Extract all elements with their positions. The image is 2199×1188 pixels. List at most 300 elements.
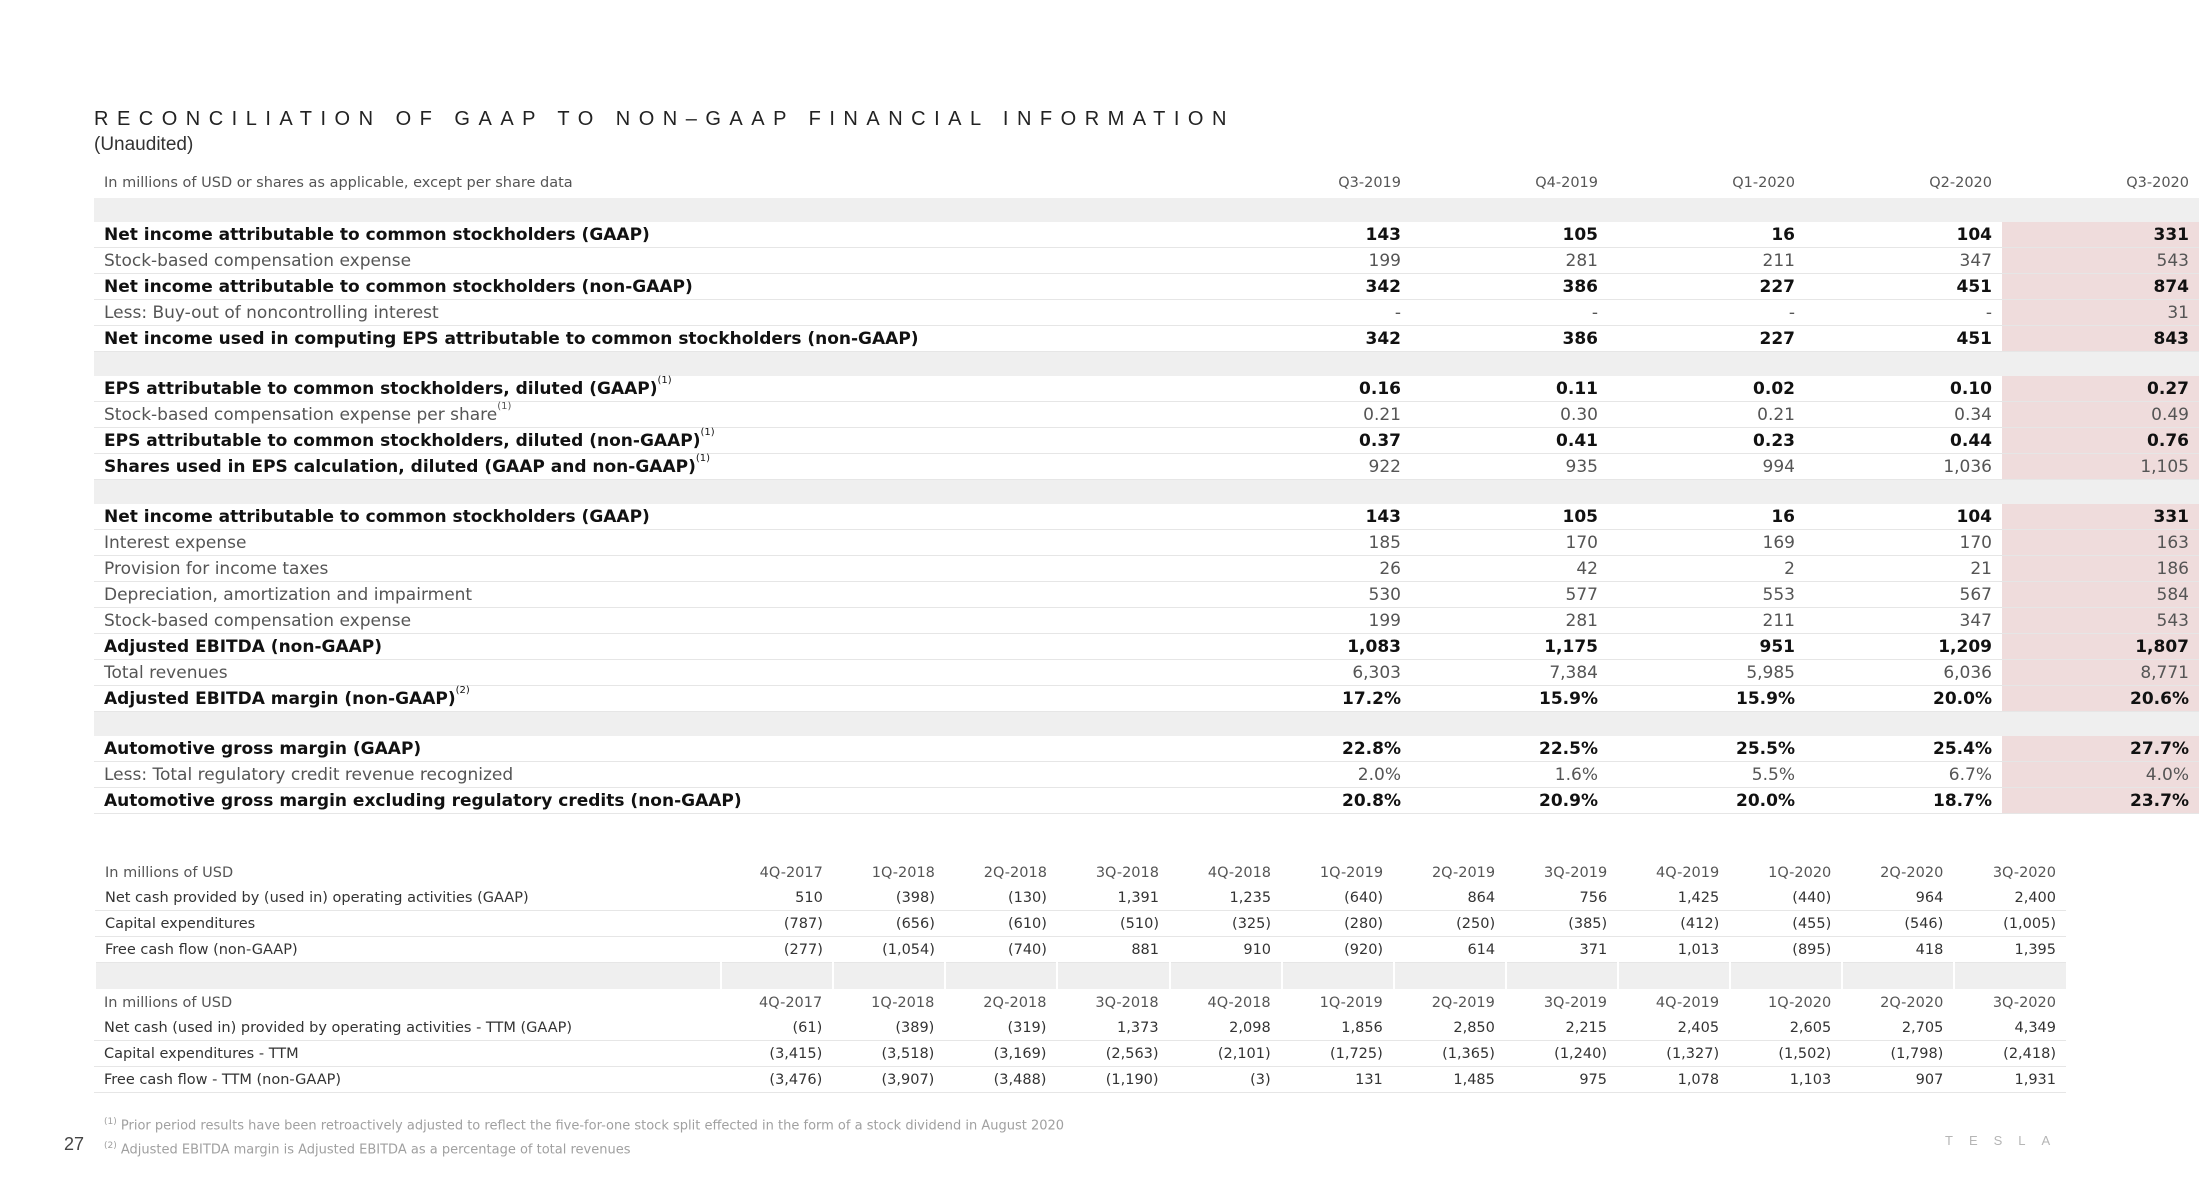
table-row — [94, 326, 2199, 352]
value-cell: (640) — [1282, 885, 1394, 911]
value-cell: (277) — [721, 937, 833, 963]
value-cell: (389) — [833, 1015, 945, 1041]
value-cell: 975 — [1505, 1067, 1617, 1093]
value-cell: 881 — [1057, 937, 1169, 963]
row-label-text: Stock-based compensation expense — [104, 610, 412, 631]
value-cell: 17.2% — [1214, 686, 1411, 712]
section-spacer — [94, 480, 2199, 505]
row-label-text: Adjusted EBITDA margin (non-GAAP) — [104, 688, 456, 709]
footnote-2 — [104, 1136, 1064, 1160]
section-spacer — [94, 712, 2199, 737]
table-row — [94, 530, 2199, 556]
value-cell: 2,098 — [1169, 1015, 1281, 1041]
footnote-text: Adjusted EBITDA margin is Adjusted EBITDA as a percentage of total revenues — [120, 1142, 631, 1158]
footnote-1 — [104, 1112, 1064, 1136]
value-cell: 2,405 — [1618, 1015, 1730, 1041]
footnote-ref: (1) — [700, 426, 715, 438]
value-cell: 964 — [1842, 885, 1954, 911]
value-cell: 2 — [1608, 556, 1805, 582]
value-cell: 8,771 — [2002, 660, 2199, 686]
page-number: 27 — [64, 1134, 85, 1154]
value-cell: (3,476) — [721, 1067, 833, 1093]
row-label-text: Less: Total regulatory credit revenue recognized — [104, 764, 514, 785]
table-row — [94, 608, 2199, 634]
column-header: 3Q-2018 — [1057, 860, 1169, 885]
value-cell: (1,005) — [1954, 911, 2066, 937]
value-cell: 1,209 — [1805, 634, 2002, 660]
cash-flow-ttm-table — [94, 990, 2066, 1093]
value-cell: 131 — [1281, 1067, 1393, 1093]
value-cell: 104 — [1805, 222, 2002, 248]
value-cell: 1,373 — [1057, 1015, 1169, 1041]
value-cell: 1,395 — [1954, 937, 2066, 963]
value-cell: - — [1805, 300, 2002, 326]
value-cell: 16 — [1608, 504, 1805, 530]
row-label — [94, 660, 1214, 686]
row-label-text: Net income attributable to common stockholders (non-GAAP) — [104, 276, 693, 297]
value-cell: 227 — [1608, 326, 1805, 352]
footnote-marker: (2) — [104, 1141, 117, 1152]
column-header: Q2-2020 — [1929, 175, 1992, 191]
row-label-text: EPS attributable to common stockholders, diluted (non-GAAP) — [104, 430, 701, 451]
value-cell: - — [1214, 300, 1411, 326]
table-row — [94, 582, 2199, 608]
table-row — [94, 428, 2199, 454]
table-row — [94, 1015, 2066, 1041]
column-header: 4Q-2017 — [721, 860, 833, 885]
value-cell: 371 — [1506, 937, 1618, 963]
row-label-text: Total revenues — [104, 662, 228, 683]
value-cell: 935 — [1411, 454, 1608, 480]
value-cell: 5,985 — [1608, 660, 1805, 686]
value-cell: 347 — [1805, 248, 2002, 274]
value-cell: 5.5% — [1608, 762, 1805, 788]
row-label — [94, 762, 1214, 788]
value-cell: 342 — [1214, 326, 1411, 352]
table-row — [94, 634, 2199, 660]
value-cell: (412) — [1618, 911, 1730, 937]
table-row — [94, 736, 2199, 762]
value-cell: 1,807 — [2002, 634, 2199, 660]
page-subtitle: (Unaudited) — [94, 134, 194, 155]
table-header-row — [94, 990, 2066, 1015]
table-row — [94, 376, 2199, 402]
table-row — [94, 556, 2199, 582]
column-header: Q4-2019 — [1535, 175, 1598, 191]
table-header-row — [95, 860, 2066, 885]
value-cell: 2.0% — [1214, 762, 1411, 788]
value-cell: 0.23 — [1608, 428, 1805, 454]
value-cell: 510 — [721, 885, 833, 911]
value-cell: (3,488) — [945, 1067, 1057, 1093]
row-label — [94, 788, 1214, 814]
column-header: 1Q-2020 — [1730, 990, 1842, 1015]
value-cell: 25.5% — [1608, 736, 1805, 762]
value-cell: 1,103 — [1730, 1067, 1842, 1093]
value-cell: 451 — [1805, 274, 2002, 300]
value-cell: 756 — [1506, 885, 1618, 911]
value-cell: 1,013 — [1618, 937, 1730, 963]
value-cell: 2,605 — [1730, 1015, 1842, 1041]
row-label-text: Net income attributable to common stockholders (GAAP) — [104, 224, 650, 245]
table-row — [95, 937, 2066, 963]
row-label-text: Automotive gross margin excluding regulatory credits (non-GAAP) — [104, 790, 742, 811]
table-row — [94, 686, 2199, 712]
value-cell: (2,418) — [1954, 1041, 2066, 1067]
value-cell: 25.4% — [1805, 736, 2002, 762]
value-cell: 1,105 — [2002, 454, 2199, 480]
value-cell: 6.7% — [1805, 762, 2002, 788]
row-label-text: Shares used in EPS calculation, diluted (GAAP and non-GAAP) — [104, 456, 696, 477]
value-cell: (250) — [1394, 911, 1506, 937]
column-header: 1Q-2019 — [1281, 990, 1393, 1015]
value-cell: (3,518) — [833, 1041, 945, 1067]
table-header-label: In millions of USD — [104, 994, 233, 1011]
value-cell: 0.02 — [1608, 376, 1805, 402]
page-title: RECONCILIATION OF GAAP TO NON–GAAP FINANCIAL INFORMATION — [94, 108, 1235, 130]
value-cell: 530 — [1214, 582, 1411, 608]
value-cell: 0.10 — [1805, 376, 2002, 402]
value-cell: (3) — [1169, 1067, 1281, 1093]
row-label — [94, 428, 1214, 454]
row-label: Net cash provided by (used in) operating activities (GAAP) — [95, 885, 721, 911]
value-cell: (1,327) — [1618, 1041, 1730, 1067]
column-header: 3Q-2018 — [1057, 990, 1169, 1015]
value-cell: 577 — [1411, 582, 1608, 608]
value-cell: (610) — [945, 911, 1057, 937]
column-header: 2Q-2019 — [1393, 990, 1505, 1015]
value-cell: 0.30 — [1411, 402, 1608, 428]
value-cell: 994 — [1608, 454, 1805, 480]
value-cell: (787) — [721, 911, 833, 937]
row-label: Net cash (used in) provided by operating activities - TTM (GAAP) — [94, 1015, 721, 1041]
value-cell: 21 — [1805, 556, 2002, 582]
value-cell: 584 — [2002, 582, 2199, 608]
row-label — [94, 326, 1214, 352]
table-header-label: In millions of USD — [105, 864, 234, 881]
value-cell: 22.8% — [1214, 736, 1411, 762]
value-cell: 26 — [1214, 556, 1411, 582]
value-cell: (130) — [945, 885, 1057, 911]
value-cell: (1,054) — [833, 937, 945, 963]
footnote-ref: (1) — [497, 400, 512, 412]
value-cell: 874 — [2002, 274, 2199, 300]
value-cell: 211 — [1608, 248, 1805, 274]
value-cell: 922 — [1214, 454, 1411, 480]
value-cell: 20.9% — [1411, 788, 1608, 814]
row-label — [94, 736, 1214, 762]
footnote-ref: (2) — [455, 684, 470, 696]
value-cell: 143 — [1214, 504, 1411, 530]
row-label — [94, 376, 1214, 402]
value-cell: 104 — [1805, 504, 2002, 530]
column-header: 2Q-2018 — [945, 860, 1057, 885]
column-header: Q3-2020 — [2126, 175, 2189, 191]
section-spacer — [94, 352, 2199, 377]
table-header-label: In millions of USD or shares as applicable, except per share data — [104, 175, 573, 191]
value-cell: 143 — [1214, 222, 1411, 248]
row-label — [94, 504, 1214, 530]
section-spacer — [94, 198, 2199, 222]
value-cell: 0.37 — [1214, 428, 1411, 454]
value-cell: 27.7% — [2002, 736, 2199, 762]
row-label-text: Stock-based compensation expense per share — [104, 404, 498, 425]
table-header-row — [94, 168, 2199, 198]
value-cell: (895) — [1730, 937, 1842, 963]
row-label-text: Net income used in computing EPS attributable to common stockholders (non-GAAP) — [104, 328, 919, 349]
column-header: 1Q-2018 — [833, 860, 945, 885]
value-cell: 186 — [2002, 556, 2199, 582]
value-cell: 18.7% — [1805, 788, 2002, 814]
footnotes — [104, 1112, 1064, 1161]
row-label: Capital expenditures - TTM — [94, 1041, 721, 1067]
value-cell: (325) — [1170, 911, 1282, 937]
row-label-text: Less: Buy-out of noncontrolling interest — [104, 302, 439, 323]
row-label — [94, 582, 1214, 608]
table-row — [94, 788, 2199, 814]
column-header: 4Q-2018 — [1169, 990, 1281, 1015]
value-cell: 386 — [1411, 326, 1608, 352]
column-header: 3Q-2019 — [1506, 860, 1618, 885]
table-row — [94, 454, 2199, 480]
value-cell: 2,400 — [1954, 885, 2066, 911]
value-cell: 1,485 — [1393, 1067, 1505, 1093]
value-cell: 1,856 — [1281, 1015, 1393, 1041]
value-cell: 6,036 — [1805, 660, 2002, 686]
value-cell: 0.34 — [1805, 402, 2002, 428]
value-cell: 31 — [2002, 300, 2199, 326]
value-cell: 0.16 — [1214, 376, 1411, 402]
section-spacer — [95, 963, 2066, 990]
row-label — [94, 608, 1214, 634]
column-header: 3Q-2020 — [1954, 860, 2066, 885]
column-header: 1Q-2020 — [1730, 860, 1842, 885]
value-cell: 1,083 — [1214, 634, 1411, 660]
value-cell: (740) — [945, 937, 1057, 963]
value-cell: (61) — [721, 1015, 833, 1041]
row-label — [94, 454, 1214, 480]
value-cell: 386 — [1411, 274, 1608, 300]
value-cell: 614 — [1394, 937, 1506, 963]
table-row — [94, 660, 2199, 686]
row-label — [94, 402, 1214, 428]
value-cell: 451 — [1805, 326, 2002, 352]
value-cell: 1,391 — [1057, 885, 1169, 911]
value-cell: (319) — [945, 1015, 1057, 1041]
value-cell: (1,798) — [1842, 1041, 1954, 1067]
value-cell: 7,384 — [1411, 660, 1608, 686]
value-cell: 170 — [1805, 530, 2002, 556]
value-cell: 281 — [1411, 248, 1608, 274]
footnote-marker: (1) — [104, 1117, 117, 1127]
value-cell: 0.76 — [2002, 428, 2199, 454]
row-label — [94, 248, 1214, 274]
row-label — [94, 300, 1214, 326]
value-cell: (1,365) — [1393, 1041, 1505, 1067]
value-cell: 22.5% — [1411, 736, 1608, 762]
row-label-text: Adjusted EBITDA (non-GAAP) — [104, 636, 383, 657]
value-cell: 567 — [1805, 582, 2002, 608]
table-row — [95, 911, 2066, 937]
value-cell: 543 — [2002, 608, 2199, 634]
value-cell: 1,036 — [1805, 454, 2002, 480]
table-row — [95, 885, 2066, 911]
column-header: 4Q-2018 — [1170, 860, 1282, 885]
value-cell: 331 — [2002, 222, 2199, 248]
value-cell: (3,169) — [945, 1041, 1057, 1067]
column-header: 1Q-2019 — [1282, 860, 1394, 885]
value-cell: 951 — [1608, 634, 1805, 660]
value-cell: 543 — [2002, 248, 2199, 274]
table-row — [94, 300, 2199, 326]
column-header: 1Q-2018 — [833, 990, 945, 1015]
value-cell: (1,725) — [1281, 1041, 1393, 1067]
column-header: 2Q-2019 — [1394, 860, 1506, 885]
value-cell: (546) — [1842, 911, 1954, 937]
value-cell: 1,175 — [1411, 634, 1608, 660]
value-cell: 6,303 — [1214, 660, 1411, 686]
value-cell: 15.9% — [1608, 686, 1805, 712]
column-header: 2Q-2018 — [945, 990, 1057, 1015]
row-label — [94, 634, 1214, 660]
value-cell: (656) — [833, 911, 945, 937]
value-cell: 281 — [1411, 608, 1608, 634]
value-cell: 910 — [1170, 937, 1282, 963]
value-cell: 163 — [2002, 530, 2199, 556]
value-cell: 16 — [1608, 222, 1805, 248]
row-label — [94, 222, 1214, 248]
value-cell: 15.9% — [1411, 686, 1608, 712]
value-cell: 20.6% — [2002, 686, 2199, 712]
value-cell: (2,101) — [1169, 1041, 1281, 1067]
value-cell: (455) — [1730, 911, 1842, 937]
row-label-text: Stock-based compensation expense — [104, 250, 412, 271]
value-cell: 23.7% — [2002, 788, 2199, 814]
value-cell: 1,235 — [1170, 885, 1282, 911]
value-cell: 2,215 — [1505, 1015, 1617, 1041]
value-cell: 331 — [2002, 504, 2199, 530]
column-header: 3Q-2020 — [1954, 990, 2066, 1015]
value-cell: 42 — [1411, 556, 1608, 582]
row-label — [94, 686, 1214, 712]
value-cell: 170 — [1411, 530, 1608, 556]
value-cell: (2,563) — [1057, 1041, 1169, 1067]
column-header: 2Q-2020 — [1842, 860, 1954, 885]
value-cell: (385) — [1506, 911, 1618, 937]
table-row — [94, 762, 2199, 788]
value-cell: (1,502) — [1730, 1041, 1842, 1067]
value-cell: 342 — [1214, 274, 1411, 300]
value-cell: (280) — [1282, 911, 1394, 937]
footnote-ref: (1) — [695, 452, 711, 464]
value-cell: 864 — [1394, 885, 1506, 911]
value-cell: 199 — [1214, 248, 1411, 274]
row-label: Free cash flow (non-GAAP) — [95, 937, 721, 963]
column-header: 4Q-2019 — [1618, 990, 1730, 1015]
value-cell: 347 — [1805, 608, 2002, 634]
value-cell: 0.21 — [1608, 402, 1805, 428]
value-cell: 2,705 — [1842, 1015, 1954, 1041]
row-label: Free cash flow - TTM (non-GAAP) — [94, 1067, 721, 1093]
table-row — [94, 504, 2199, 530]
value-cell: 105 — [1411, 504, 1608, 530]
row-label-text: Interest expense — [104, 532, 247, 553]
footnote-text: Prior period results have been retroactively adjusted to reflect the five-for-one stock split effected in the form of a stock dividend in August 2020 — [120, 1118, 1065, 1134]
value-cell: (398) — [833, 885, 945, 911]
value-cell: 2,850 — [1393, 1015, 1505, 1041]
table-row — [94, 1067, 2066, 1093]
value-cell: 0.44 — [1805, 428, 2002, 454]
value-cell: 1,425 — [1618, 885, 1730, 911]
value-cell: - — [1411, 300, 1608, 326]
value-cell: 0.27 — [2002, 376, 2199, 402]
row-label — [94, 274, 1214, 300]
value-cell: 199 — [1214, 608, 1411, 634]
brand-logo: TESLA — [1945, 1133, 2067, 1148]
value-cell: (1,190) — [1057, 1067, 1169, 1093]
value-cell: 169 — [1608, 530, 1805, 556]
value-cell: 1,078 — [1618, 1067, 1730, 1093]
row-label-text: Depreciation, amortization and impairment — [104, 584, 473, 605]
value-cell: 20.8% — [1214, 788, 1411, 814]
row-label: Capital expenditures — [95, 911, 721, 937]
value-cell: - — [1608, 300, 1805, 326]
table-row — [94, 222, 2199, 248]
table-row — [94, 402, 2199, 428]
value-cell: 227 — [1608, 274, 1805, 300]
value-cell: (3,415) — [721, 1041, 833, 1067]
cash-flow-quarterly-table — [94, 860, 2066, 989]
value-cell: 0.21 — [1214, 402, 1411, 428]
value-cell: 0.11 — [1411, 376, 1608, 402]
value-cell: 907 — [1842, 1067, 1954, 1093]
value-cell: 418 — [1842, 937, 1954, 963]
column-header: 3Q-2019 — [1505, 990, 1617, 1015]
value-cell: 0.49 — [2002, 402, 2199, 428]
value-cell: 4,349 — [1954, 1015, 2066, 1041]
value-cell: 843 — [2002, 326, 2199, 352]
column-header: Q1-2020 — [1732, 175, 1795, 191]
value-cell: 185 — [1214, 530, 1411, 556]
value-cell: (440) — [1730, 885, 1842, 911]
reconciliation-table — [94, 168, 2199, 814]
value-cell: 0.41 — [1411, 428, 1608, 454]
column-header: 4Q-2019 — [1618, 860, 1730, 885]
value-cell: 20.0% — [1608, 788, 1805, 814]
value-cell: 1,931 — [1954, 1067, 2066, 1093]
footnote-ref: (1) — [657, 374, 672, 386]
value-cell: 553 — [1608, 582, 1805, 608]
row-label-text: Provision for income taxes — [104, 558, 329, 579]
row-label-text: Net income attributable to common stockholders (GAAP) — [104, 506, 650, 527]
row-label-text: EPS attributable to common stockholders, diluted (GAAP) — [104, 378, 658, 399]
column-header: 2Q-2020 — [1842, 990, 1954, 1015]
value-cell: 4.0% — [2002, 762, 2199, 788]
value-cell: (3,907) — [833, 1067, 945, 1093]
table-row — [94, 274, 2199, 300]
value-cell: 105 — [1411, 222, 1608, 248]
table-row — [94, 1041, 2066, 1067]
row-label — [94, 530, 1214, 556]
value-cell: 1.6% — [1411, 762, 1608, 788]
row-label — [94, 556, 1214, 582]
value-cell: 211 — [1608, 608, 1805, 634]
value-cell: 20.0% — [1805, 686, 2002, 712]
row-label-text: Automotive gross margin (GAAP) — [104, 738, 422, 759]
table-row — [94, 248, 2199, 274]
value-cell: (920) — [1282, 937, 1394, 963]
column-header: Q3-2019 — [1338, 175, 1401, 191]
